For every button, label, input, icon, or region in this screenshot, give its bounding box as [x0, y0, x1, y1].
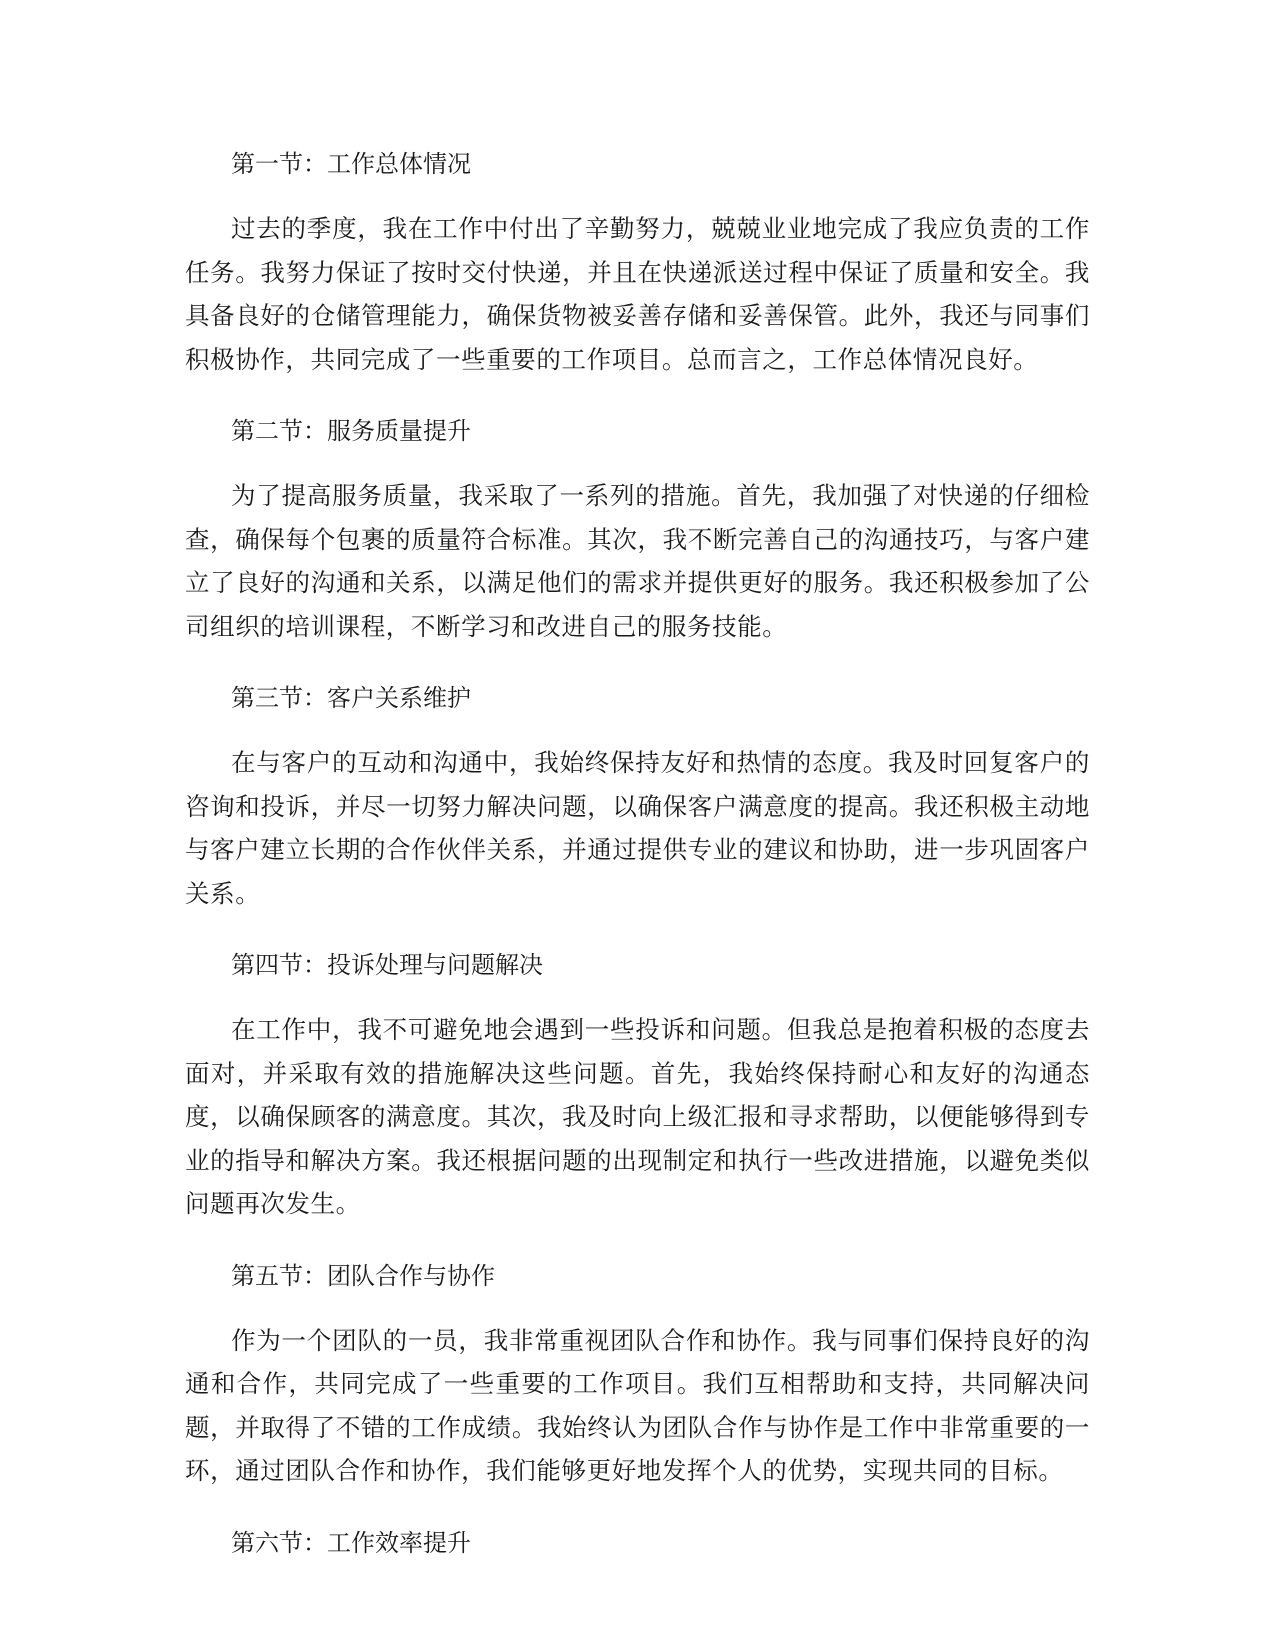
section-1-heading: 第一节：工作总体情况 [231, 150, 471, 178]
document-body [185, 148, 1090, 1586]
section-3-paragraph: 在与客户的互动和沟通中，我始终保持友好和热情的态度。我及时回复客户的咨询和投诉，并尽一切努力解决问题，以确保客户满意度的提高。我还积极主动地与客户建立长期的合作伙伴关系，并通过提供专业的建议和协助，进一步巩固客户关系。 [185, 748, 1090, 908]
section-6-heading: 第六节：工作效率提升 [231, 1528, 471, 1557]
section-4-heading: 第四节：投诉处理与问题解决 [231, 951, 543, 979]
section-2-heading: 第二节：服务质量提升 [231, 417, 471, 445]
section-5-heading: 第五节：团队合作与协作 [231, 1261, 495, 1290]
section-5-paragraph: 作为一个团队的一员，我非常重视团队合作和协作。我与同事们保持良好的沟通和合作，共同完成了一些重要的工作项目。我们互相帮助和支持，共同解决问题，并取得了不错的工作成绩。我始终认为团队合作与协作是工作中非常重要的一环，通过团队合作和协作，我们能够更好地发挥个人的优势，实现共同的目标。 [185, 1325, 1090, 1485]
section-1-paragraph: 过去的季度，我在工作中付出了辛勤努力，兢兢业业地完成了我应负责的工作任务。我努力保证了按时交付快递，并且在快递派送过程中保证了质量和安全。我具备良好的仓储管理能力，确保货物被妥善存储和妥善保管。此外，我还与同事们积极协作，共同完成了一些重要的工作项目。总而言之，工作总体情况良好。 [185, 214, 1090, 374]
section-4-paragraph: 在工作中，我不可避免地会遇到一些投诉和问题。但我总是抱着积极的态度去面对，并采取有效的措施解决这些问题。首先，我始终保持耐心和友好的沟通态度，以确保顾客的满意度。其次，我及时向上级汇报和寻求帮助，以便能够得到专业的指导和解决方案。我还根据问题的出现制定和执行一些改进措施，以避免类似问题再次发生。 [185, 1015, 1090, 1218]
section-2-paragraph: 为了提高服务质量，我采取了一系列的措施。首先，我加强了对快递的仔细检查，确保每个包裹的质量符合标准。其次，我不断完善自己的沟通技巧，与客户建立了良好的沟通和关系，以满足他们的需求并提供更好的服务。我还积极参加了公司组织的培训课程，不断学习和改进自己的服务技能。 [185, 481, 1090, 641]
section-3-heading: 第三节：客户关系维护 [231, 684, 471, 712]
